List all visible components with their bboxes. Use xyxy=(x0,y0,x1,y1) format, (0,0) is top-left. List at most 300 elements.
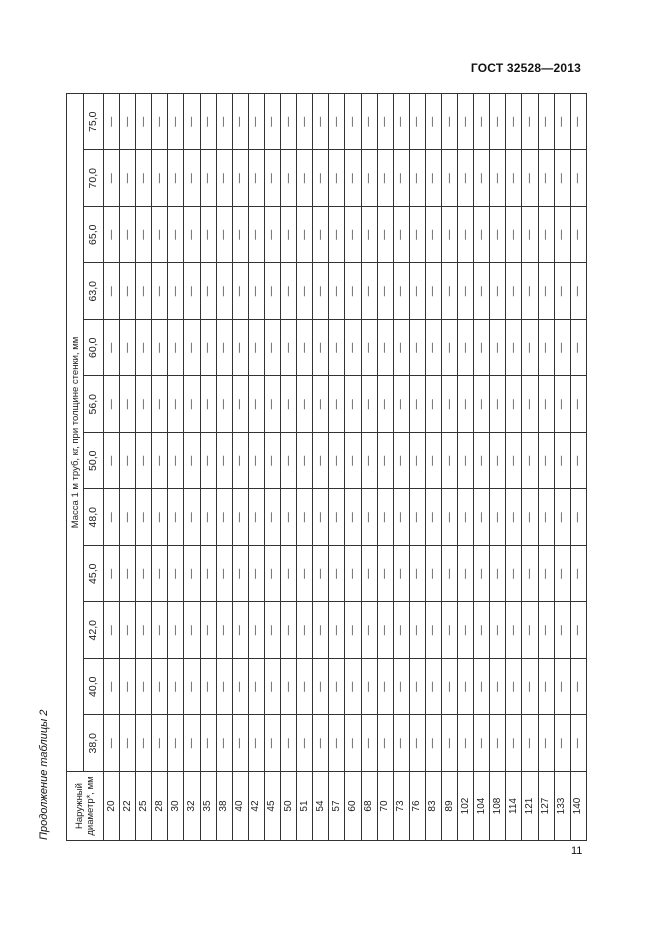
mass-value-cell: — xyxy=(554,602,570,659)
mass-value-cell: — xyxy=(200,150,216,207)
mass-value-cell: — xyxy=(264,715,280,772)
mass-value-cell: — xyxy=(409,263,425,320)
mass-value-cell: — xyxy=(458,715,474,772)
mass-value-cell: — xyxy=(490,320,506,377)
mass-value-cell: — xyxy=(522,489,538,546)
mass-value-cell: — xyxy=(490,207,506,264)
mass-value-cell: — xyxy=(393,546,409,603)
mass-value-cell: — xyxy=(441,263,457,320)
mass-value-cell: — xyxy=(458,94,474,151)
mass-value-cell: — xyxy=(377,659,393,716)
mass-value-cell: — xyxy=(232,376,248,433)
mass-value-cell: — xyxy=(377,207,393,264)
mass-value-cell: — xyxy=(570,376,586,433)
mass-value-cell: — xyxy=(425,489,441,546)
mass-value-cell: — xyxy=(248,433,264,490)
mass-value-cell: — xyxy=(168,263,184,320)
mass-value-cell: — xyxy=(313,376,329,433)
mass-value-cell: — xyxy=(200,546,216,603)
mass-value-cell: — xyxy=(393,320,409,377)
mass-value-cell: — xyxy=(474,715,490,772)
mass-value-cell: — xyxy=(216,376,232,433)
mass-value-cell: — xyxy=(409,659,425,716)
mass-value-cell: — xyxy=(345,263,361,320)
diameter-cell: 114 xyxy=(506,772,522,841)
table-row xyxy=(120,94,136,841)
mass-value-cell: — xyxy=(152,489,168,546)
mass-value-cell: — xyxy=(232,263,248,320)
diameter-cell: 28 xyxy=(152,772,168,841)
mass-value-cell: — xyxy=(458,659,474,716)
mass-value-cell: — xyxy=(248,489,264,546)
table-row xyxy=(474,94,490,841)
mass-value-cell: — xyxy=(184,715,200,772)
mass-value-cell: — xyxy=(345,715,361,772)
mass-value-cell: — xyxy=(313,94,329,151)
mass-value-cell: — xyxy=(377,602,393,659)
mass-value-cell: — xyxy=(200,433,216,490)
mass-value-cell: — xyxy=(248,715,264,772)
table-row xyxy=(554,94,570,841)
mass-value-cell: — xyxy=(281,602,297,659)
mass-value-cell: — xyxy=(248,659,264,716)
diameter-cell: 57 xyxy=(329,772,345,841)
mass-value-cell: — xyxy=(441,489,457,546)
mass-value-cell: — xyxy=(506,602,522,659)
mass-value-cell: — xyxy=(377,94,393,151)
mass-value-cell: — xyxy=(152,376,168,433)
table-row xyxy=(248,94,264,841)
mass-value-cell: — xyxy=(570,207,586,264)
mass-value-cell: — xyxy=(329,715,345,772)
mass-value-cell: — xyxy=(200,263,216,320)
mass-value-cell: — xyxy=(490,376,506,433)
mass-value-cell: — xyxy=(554,546,570,603)
mass-value-cell: — xyxy=(361,320,377,377)
mass-value-cell: — xyxy=(554,376,570,433)
mass-value-cell: — xyxy=(329,659,345,716)
mass-value-cell: — xyxy=(538,546,554,603)
table-row xyxy=(264,94,280,841)
mass-value-cell: — xyxy=(361,376,377,433)
diameter-cell: 133 xyxy=(554,772,570,841)
mass-value-cell: — xyxy=(554,489,570,546)
mass-value-cell: — xyxy=(232,433,248,490)
mass-value-cell: — xyxy=(538,715,554,772)
mass-value-cell: — xyxy=(136,489,152,546)
mass-value-cell: — xyxy=(152,207,168,264)
mass-value-cell: — xyxy=(441,376,457,433)
mass-value-cell: — xyxy=(200,320,216,377)
diameter-cell: 20 xyxy=(104,772,120,841)
mass-value-cell: — xyxy=(506,320,522,377)
mass-value-cell: — xyxy=(313,150,329,207)
mass-value-cell: — xyxy=(216,659,232,716)
mass-value-cell: — xyxy=(281,715,297,772)
mass-value-cell: — xyxy=(168,546,184,603)
mass-value-cell: — xyxy=(490,150,506,207)
diameter-cell: 83 xyxy=(425,772,441,841)
mass-value-cell: — xyxy=(506,94,522,151)
mass-value-cell: — xyxy=(393,659,409,716)
table-row xyxy=(216,94,232,841)
diameter-cell: 51 xyxy=(297,772,313,841)
mass-value-cell: — xyxy=(136,602,152,659)
mass-value-cell: — xyxy=(168,489,184,546)
mass-value-cell: — xyxy=(458,320,474,377)
mass-value-cell: — xyxy=(506,207,522,264)
mass-value-cell: — xyxy=(377,489,393,546)
mass-value-cell: — xyxy=(377,320,393,377)
mass-value-cell: — xyxy=(297,207,313,264)
diameter-cell: 140 xyxy=(570,772,586,841)
mass-value-cell: — xyxy=(554,320,570,377)
mass-value-cell: — xyxy=(425,94,441,151)
mass-value-cell: — xyxy=(345,320,361,377)
mass-value-cell: — xyxy=(329,433,345,490)
rotated-table-sheet xyxy=(66,93,587,841)
mass-value-cell: — xyxy=(104,659,120,716)
mass-value-cell: — xyxy=(136,263,152,320)
mass-value-cell: — xyxy=(297,376,313,433)
mass-value-cell: — xyxy=(490,433,506,490)
mass-value-cell: — xyxy=(522,659,538,716)
mass-value-cell: — xyxy=(474,602,490,659)
diameter-cell: 121 xyxy=(522,772,538,841)
mass-value-cell: — xyxy=(297,715,313,772)
mass-value-cell: — xyxy=(329,207,345,264)
mass-value-cell: — xyxy=(441,433,457,490)
header-thickness: 65,0 xyxy=(84,207,104,264)
mass-value-cell: — xyxy=(554,94,570,151)
mass-value-cell: — xyxy=(104,489,120,546)
table-row xyxy=(393,94,409,841)
mass-value-cell: — xyxy=(393,94,409,151)
diameter-cell: 76 xyxy=(409,772,425,841)
table-row xyxy=(409,94,425,841)
mass-value-cell: — xyxy=(200,659,216,716)
mass-value-cell: — xyxy=(474,320,490,377)
mass-value-cell: — xyxy=(538,602,554,659)
mass-value-cell: — xyxy=(522,602,538,659)
mass-value-cell: — xyxy=(506,659,522,716)
mass-value-cell: — xyxy=(136,715,152,772)
table-row xyxy=(297,94,313,841)
header-thickness: 63,0 xyxy=(84,263,104,320)
mass-value-cell: — xyxy=(136,659,152,716)
mass-value-cell: — xyxy=(216,546,232,603)
header-thickness: 75,0 xyxy=(84,94,104,151)
mass-value-cell: — xyxy=(441,320,457,377)
header-thickness: 48,0 xyxy=(84,489,104,546)
table-row xyxy=(522,94,538,841)
mass-value-cell: — xyxy=(264,602,280,659)
mass-value-cell: — xyxy=(313,263,329,320)
mass-value-cell: — xyxy=(184,659,200,716)
mass-value-cell: — xyxy=(281,376,297,433)
mass-value-cell: — xyxy=(570,320,586,377)
mass-value-cell: — xyxy=(329,546,345,603)
mass-value-cell: — xyxy=(152,546,168,603)
table-row xyxy=(184,94,200,841)
standard-header: ГОСТ 32528—2013 xyxy=(470,61,581,75)
mass-value-cell: — xyxy=(522,263,538,320)
header-mass-group: Масса 1 м труб, кг, при толщине стенки, мм xyxy=(67,94,84,772)
mass-value-cell: — xyxy=(361,263,377,320)
mass-value-cell: — xyxy=(120,263,136,320)
mass-value-cell: — xyxy=(458,150,474,207)
mass-value-cell: — xyxy=(554,263,570,320)
mass-value-cell: — xyxy=(490,546,506,603)
mass-value-cell: — xyxy=(297,489,313,546)
diameter-cell: 104 xyxy=(474,772,490,841)
mass-value-cell: — xyxy=(281,489,297,546)
mass-value-cell: — xyxy=(281,94,297,151)
mass-value-cell: — xyxy=(522,546,538,603)
mass-value-cell: — xyxy=(458,546,474,603)
diameter-cell: 30 xyxy=(168,772,184,841)
mass-value-cell: — xyxy=(232,320,248,377)
mass-value-cell: — xyxy=(522,376,538,433)
diameter-cell: 54 xyxy=(313,772,329,841)
mass-value-cell: — xyxy=(120,489,136,546)
mass-value-cell: — xyxy=(441,94,457,151)
mass-value-cell: — xyxy=(120,546,136,603)
mass-value-cell: — xyxy=(506,150,522,207)
mass-value-cell: — xyxy=(152,602,168,659)
table-row xyxy=(425,94,441,841)
mass-value-cell: — xyxy=(232,659,248,716)
header-thickness: 38,0 xyxy=(84,715,104,772)
mass-value-cell: — xyxy=(409,150,425,207)
mass-value-cell: — xyxy=(570,433,586,490)
mass-value-cell: — xyxy=(538,376,554,433)
mass-value-cell: — xyxy=(361,715,377,772)
mass-value-cell: — xyxy=(104,715,120,772)
mass-value-cell: — xyxy=(377,546,393,603)
diameter-cell: 38 xyxy=(216,772,232,841)
table-row xyxy=(538,94,554,841)
mass-value-cell: — xyxy=(248,376,264,433)
mass-value-cell: — xyxy=(522,715,538,772)
mass-value-cell: — xyxy=(329,602,345,659)
mass-value-cell: — xyxy=(248,207,264,264)
mass-value-cell: — xyxy=(248,94,264,151)
mass-value-cell: — xyxy=(409,602,425,659)
mass-value-cell: — xyxy=(409,715,425,772)
mass-value-cell: — xyxy=(522,207,538,264)
mass-value-cell: — xyxy=(216,207,232,264)
mass-value-cell: — xyxy=(232,715,248,772)
mass-value-cell: — xyxy=(329,320,345,377)
mass-value-cell: — xyxy=(120,715,136,772)
mass-value-cell: — xyxy=(409,433,425,490)
mass-value-cell: — xyxy=(506,433,522,490)
mass-value-cell: — xyxy=(216,320,232,377)
mass-value-cell: — xyxy=(168,602,184,659)
table-row xyxy=(441,94,457,841)
mass-value-cell: — xyxy=(570,715,586,772)
mass-value-cell: — xyxy=(152,715,168,772)
mass-value-cell: — xyxy=(570,659,586,716)
mass-value-cell: — xyxy=(297,150,313,207)
mass-value-cell: — xyxy=(216,715,232,772)
mass-value-cell: — xyxy=(232,489,248,546)
mass-value-cell: — xyxy=(216,602,232,659)
mass-value-cell: — xyxy=(232,546,248,603)
mass-value-cell: — xyxy=(425,150,441,207)
mass-value-cell: — xyxy=(458,602,474,659)
mass-value-cell: — xyxy=(216,263,232,320)
mass-value-cell: — xyxy=(264,207,280,264)
mass-value-cell: — xyxy=(168,94,184,151)
mass-value-cell: — xyxy=(120,659,136,716)
mass-value-cell: — xyxy=(120,150,136,207)
mass-value-cell: — xyxy=(216,150,232,207)
mass-value-cell: — xyxy=(104,433,120,490)
mass-value-cell: — xyxy=(297,263,313,320)
table-row xyxy=(377,94,393,841)
mass-value-cell: — xyxy=(425,320,441,377)
mass-value-cell: — xyxy=(425,715,441,772)
mass-value-cell: — xyxy=(441,150,457,207)
table-row xyxy=(329,94,345,841)
mass-value-cell: — xyxy=(345,433,361,490)
mass-value-cell: — xyxy=(120,602,136,659)
diameter-cell: 68 xyxy=(361,772,377,841)
mass-value-cell: — xyxy=(570,94,586,151)
mass-value-cell: — xyxy=(152,263,168,320)
mass-value-cell: — xyxy=(458,207,474,264)
diameter-cell: 60 xyxy=(345,772,361,841)
mass-value-cell: — xyxy=(361,602,377,659)
mass-value-cell: — xyxy=(104,94,120,151)
mass-value-cell: — xyxy=(104,546,120,603)
mass-value-cell: — xyxy=(329,94,345,151)
mass-value-cell: — xyxy=(216,489,232,546)
mass-value-cell: — xyxy=(248,546,264,603)
mass-value-cell: — xyxy=(345,602,361,659)
mass-value-cell: — xyxy=(248,150,264,207)
mass-value-cell: — xyxy=(393,602,409,659)
mass-value-cell: — xyxy=(184,207,200,264)
mass-value-cell: — xyxy=(313,489,329,546)
mass-value-cell: — xyxy=(136,94,152,151)
mass-value-cell: — xyxy=(264,376,280,433)
mass-value-cell: — xyxy=(361,659,377,716)
mass-value-cell: — xyxy=(200,602,216,659)
mass-value-cell: — xyxy=(136,150,152,207)
mass-value-cell: — xyxy=(425,602,441,659)
mass-value-cell: — xyxy=(184,433,200,490)
table-row xyxy=(104,94,120,841)
mass-value-cell: — xyxy=(281,263,297,320)
table-caption: Продолжение таблицы 2 xyxy=(38,709,50,840)
page-number: 11 xyxy=(571,845,583,857)
mass-value-cell: — xyxy=(329,263,345,320)
table-row xyxy=(458,94,474,841)
diameter-cell: 108 xyxy=(490,772,506,841)
table-row xyxy=(506,94,522,841)
mass-value-cell: — xyxy=(345,489,361,546)
table-row xyxy=(345,94,361,841)
mass-value-cell: — xyxy=(393,376,409,433)
mass-value-cell: — xyxy=(200,94,216,151)
mass-value-cell: — xyxy=(216,94,232,151)
mass-value-cell: — xyxy=(168,715,184,772)
mass-value-cell: — xyxy=(506,546,522,603)
mass-value-cell: — xyxy=(120,433,136,490)
mass-table xyxy=(66,93,587,841)
table-row xyxy=(490,94,506,841)
mass-value-cell: — xyxy=(281,207,297,264)
mass-value-cell: — xyxy=(474,546,490,603)
mass-value-cell: — xyxy=(281,546,297,603)
mass-value-cell: — xyxy=(570,150,586,207)
mass-value-cell: — xyxy=(554,715,570,772)
table-row xyxy=(168,94,184,841)
mass-value-cell: — xyxy=(474,489,490,546)
header-outer-diameter: Наружный диаметр*, мм xyxy=(67,772,104,841)
mass-value-cell: — xyxy=(168,207,184,264)
mass-value-cell: — xyxy=(152,320,168,377)
diameter-cell: 50 xyxy=(281,772,297,841)
mass-value-cell: — xyxy=(264,433,280,490)
mass-value-cell: — xyxy=(184,320,200,377)
mass-value-cell: — xyxy=(313,546,329,603)
mass-value-cell: — xyxy=(136,207,152,264)
mass-value-cell: — xyxy=(490,263,506,320)
mass-value-cell: — xyxy=(200,715,216,772)
mass-value-cell: — xyxy=(297,94,313,151)
mass-value-cell: — xyxy=(361,207,377,264)
mass-value-cell: — xyxy=(441,546,457,603)
mass-value-cell: — xyxy=(506,489,522,546)
mass-value-cell: — xyxy=(232,207,248,264)
mass-value-cell: — xyxy=(345,376,361,433)
diameter-cell: 22 xyxy=(120,772,136,841)
mass-value-cell: — xyxy=(425,263,441,320)
mass-value-cell: — xyxy=(490,715,506,772)
mass-value-cell: — xyxy=(474,376,490,433)
mass-value-cell: — xyxy=(441,659,457,716)
mass-value-cell: — xyxy=(361,546,377,603)
mass-value-cell: — xyxy=(474,207,490,264)
mass-value-cell: — xyxy=(264,94,280,151)
header-thickness: 56,0 xyxy=(84,376,104,433)
mass-value-cell: — xyxy=(120,94,136,151)
header-thickness: 42,0 xyxy=(84,602,104,659)
mass-value-cell: — xyxy=(554,207,570,264)
mass-value-cell: — xyxy=(538,433,554,490)
header-thickness: 50,0 xyxy=(84,433,104,490)
mass-value-cell: — xyxy=(329,489,345,546)
header-thickness: 70,0 xyxy=(84,150,104,207)
mass-value-cell: — xyxy=(297,659,313,716)
mass-value-cell: — xyxy=(264,320,280,377)
diameter-cell: 40 xyxy=(232,772,248,841)
mass-value-cell: — xyxy=(297,602,313,659)
mass-value-cell: — xyxy=(297,433,313,490)
mass-value-cell: — xyxy=(264,546,280,603)
mass-value-cell: — xyxy=(345,207,361,264)
mass-value-cell: — xyxy=(554,659,570,716)
mass-value-cell: — xyxy=(184,376,200,433)
mass-value-cell: — xyxy=(538,659,554,716)
mass-value-cell: — xyxy=(425,433,441,490)
diameter-cell: 42 xyxy=(248,772,264,841)
mass-value-cell: — xyxy=(377,150,393,207)
